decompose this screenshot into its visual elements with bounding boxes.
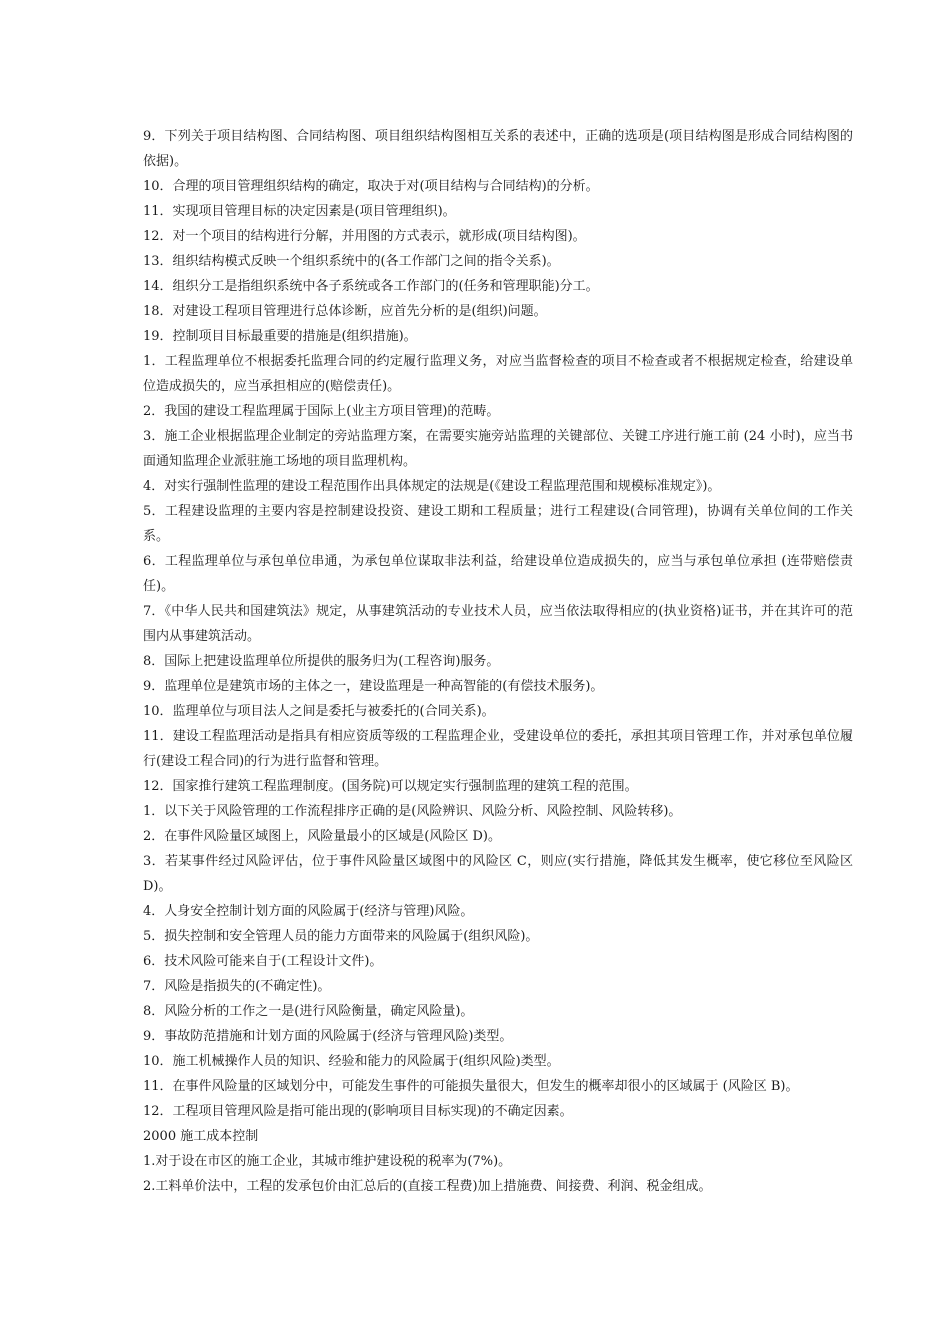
paragraph: 9．事故防范措施和计划方面的风险属于(经济与管理风险)类型。 bbox=[143, 1029, 513, 1044]
paragraph: 12．国家推行建筑工程监理制度。(国务院)可以规定实行强制监理的建筑工程的范围。 bbox=[143, 779, 638, 794]
paragraph: 8．风险分析的工作之一是(进行风险衡量，确定风险量)。 bbox=[143, 1004, 474, 1019]
paragraph: 5．损失控制和安全管理人员的能力方面带来的风险属于(组织风险)。 bbox=[143, 929, 539, 944]
paragraph: 5．工程建设监理的主要内容是控制建设投资、建设工期和工程质量；进行工程建设(合同管理)，协调有关单位间的工作关系。 bbox=[143, 504, 853, 544]
paragraph: 9．监理单位是建筑市场的主体之一，建设监理是一种高智能的(有偿技术服务)。 bbox=[143, 679, 604, 694]
paragraph: 13．组织结构模式反映一个组织系统中的(各工作部门之间的指令关系)。 bbox=[143, 254, 560, 269]
paragraph: 2.工料单价法中，工程的发承包价由汇总后的(直接工程费)加上措施费、间接费、利润、税金组成。 bbox=[143, 1179, 712, 1194]
paragraph: 11．建设工程监理活动是指具有相应资质等级的工程监理企业，受建设单位的委托，承担其项目管理工作，并对承包单位履行(建设工程合同)的行为进行监督和管理。 bbox=[143, 729, 853, 769]
paragraph: 18．对建设工程项目管理进行总体诊断，应首先分析的是(组织)问题。 bbox=[143, 304, 547, 319]
paragraph: 8．国际上把建设监理单位所提供的服务归为(工程咨询)服务。 bbox=[143, 654, 500, 669]
paragraph: 4．对实行强制性监理的建设工程范围作出具体规定的法规是(《建设工程监理范围和规模标准规定》)。 bbox=[143, 479, 721, 494]
paragraph: 1.对于设在市区的施工企业，其城市维护建设税的税率为(7%)。 bbox=[143, 1154, 512, 1169]
paragraph: 7．风险是指损失的(不确定性)。 bbox=[143, 979, 331, 994]
paragraph: 12．工程项目管理风险是指可能出现的(影响项目目标实现)的不确定因素。 bbox=[143, 1104, 573, 1119]
paragraph: 3．若某事件经过风险评估，位于事件风险量区域图中的风险区 C，则应(实行措施，降低其发生概率，使它移位至风险区 D)。 bbox=[143, 854, 853, 894]
paragraph: 19．控制项目目标最重要的措施是(组织措施)。 bbox=[143, 329, 417, 344]
paragraph: 7．《中华人民共和国建筑法》规定，从事建筑活动的专业技术人员，应当依法取得相应的(执业资格)证书，并在其许可的范围内从事建筑活动。 bbox=[143, 604, 853, 644]
paragraph: 10．施工机械操作人员的知识、经验和能力的风险属于(组织风险)类型。 bbox=[143, 1054, 560, 1069]
paragraph: 10．监理单位与项目法人之间是委托与被委托的(合同关系)。 bbox=[143, 704, 495, 719]
paragraph: 1．工程监理单位不根据委托监理合同的约定履行监理义务，对应当监督检查的项目不检查或者不根据规定检查，给建设单位造成损失的，应当承担相应的(赔偿责任)。 bbox=[143, 354, 853, 394]
paragraph: 14．组织分工是指组织系统中各子系统或各工作部门的(任务和管理职能)分工。 bbox=[143, 279, 599, 294]
paragraph: 6．技术风险可能来自于(工程设计文件)。 bbox=[143, 954, 383, 969]
section-heading: 2000 施工成本控制 bbox=[143, 1129, 259, 1144]
paragraph: 6．工程监理单位与承包单位串通，为承包单位谋取非法利益，给建设单位造成损失的，应当与承包单位承担 (连带赔偿责任)。 bbox=[143, 554, 853, 594]
document-body bbox=[143, 124, 853, 1199]
paragraph: 4．人身安全控制计划方面的风险属于(经济与管理)风险。 bbox=[143, 904, 474, 919]
paragraph: 11．在事件风险量的区域划分中，可能发生事件的可能损失量很大，但发生的概率却很小的区域属于 (风险区 B)。 bbox=[143, 1079, 799, 1094]
paragraph: 12．对一个项目的结构进行分解，并用图的方式表示，就形成(项目结构图)。 bbox=[143, 229, 586, 244]
paragraph: 1．以下关于风险管理的工作流程排序正确的是(风险辨识、风险分析、风险控制、风险转移)。 bbox=[143, 804, 682, 819]
paragraph: 2．我国的建设工程监理属于国际上(业主方项目管理)的范畴。 bbox=[143, 404, 500, 419]
paragraph: 9．下列关于项目结构图、合同结构图、项目组织结构图相互关系的表述中，正确的选项是(项目结构图是形成合同结构图的依据)。 bbox=[143, 129, 853, 169]
paragraph: 11．实现项目管理目标的决定因素是(项目管理组织)。 bbox=[143, 204, 456, 219]
paragraph: 3．施工企业根据监理企业制定的旁站监理方案，在需要实施旁站监理的关键部位、关键工序进行施工前 (24 小时)，应当书面通知监理企业派驻施工场地的项目监理机构。 bbox=[143, 429, 853, 469]
paragraph: 10．合理的项目管理组织结构的确定，取决于对(项目结构与合同结构)的分析。 bbox=[143, 179, 599, 194]
paragraph: 2．在事件风险量区域图上，风险量最小的区域是(风险区 D)。 bbox=[143, 829, 501, 844]
